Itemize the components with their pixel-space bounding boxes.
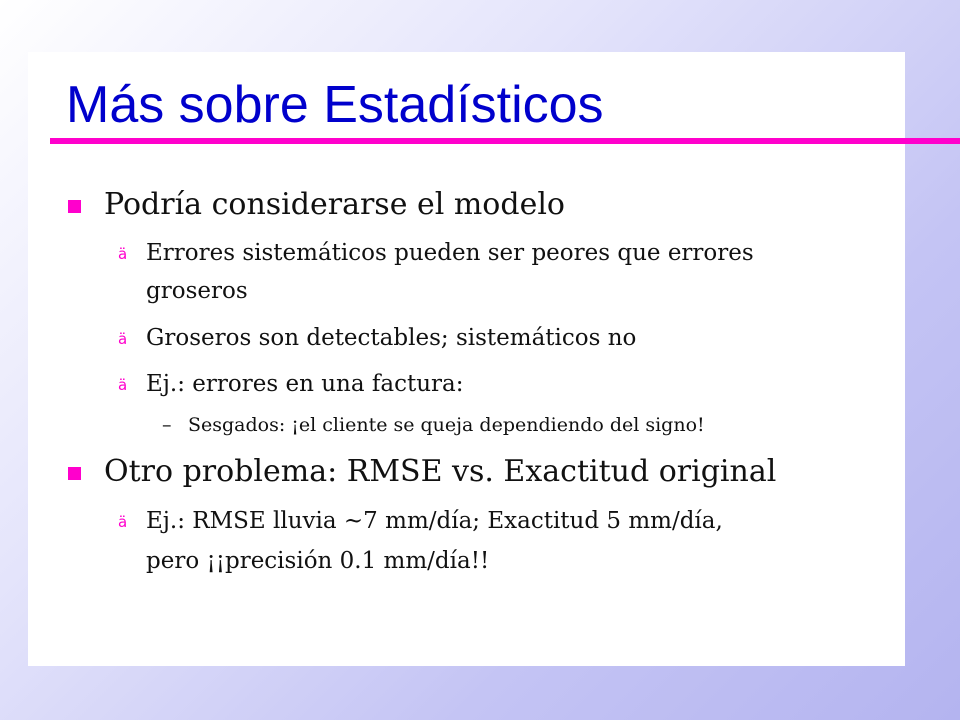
slide-title: Más sobre Estadísticos <box>66 76 604 134</box>
square-bullet-icon <box>68 200 81 213</box>
bullet-1-sub-2-line-1: Groseros son detectables; sistemáticos no <box>146 325 637 351</box>
bullet-2-text: Otro problema: RMSE vs. Exactitud original <box>104 454 777 489</box>
bullet-1-sub-3-line-1: Ej.: errores en una factura: <box>146 371 464 397</box>
arrow-bullet-icon: ä <box>118 513 128 531</box>
bullet-1-sub-1-line-1: Errores sistemáticos pueden ser peores que errores <box>146 240 754 266</box>
arrow-bullet-icon: ä <box>118 245 128 263</box>
bullet-1-sub-1-line-2: groseros <box>146 278 248 304</box>
square-bullet-icon <box>68 467 81 480</box>
bullet-2-sub-1-line-1: Ej.: RMSE lluvia ~7 mm/día; Exactitud 5 mm/día, <box>146 508 723 534</box>
bullet-2-sub-1-line-2: pero ¡¡precisión 0.1 mm/día!! <box>146 548 490 574</box>
arrow-bullet-icon: ä <box>118 376 128 394</box>
bullet-1-sub-3-subsub-1: Sesgados: ¡el cliente se queja dependiendo del signo! <box>188 414 705 436</box>
dash-bullet: – <box>162 414 172 436</box>
title-underline <box>50 138 960 144</box>
bullet-1-text: Podría considerarse el modelo <box>104 187 565 222</box>
arrow-bullet-icon: ä <box>118 330 128 348</box>
